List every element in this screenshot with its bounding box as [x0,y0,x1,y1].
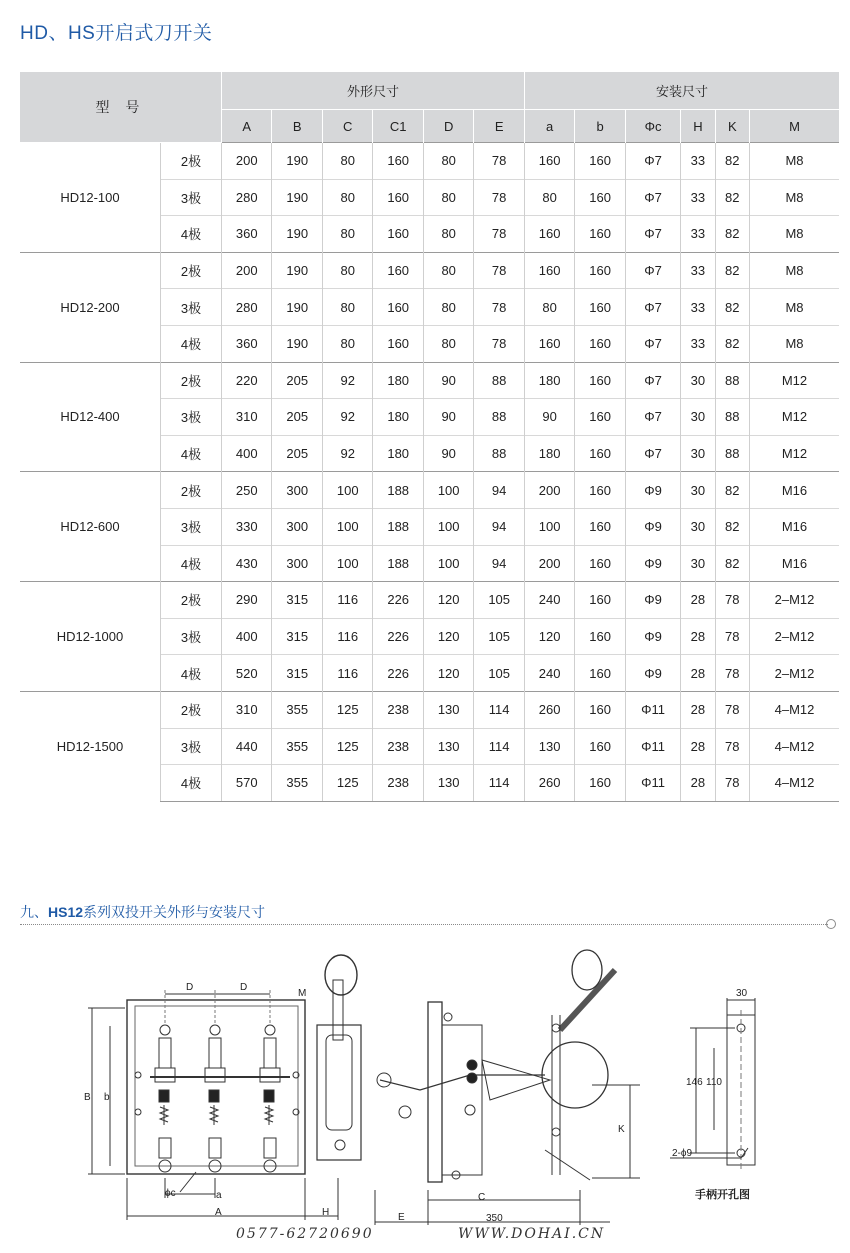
value-cell: 82 [715,545,749,582]
table-row [20,252,839,289]
value-cell: 28 [681,582,715,619]
value-cell: 520 [222,655,272,692]
value-cell: Φ9 [625,472,680,509]
value-cell: 205 [272,399,322,436]
value-cell: 78 [474,179,524,216]
pole-cell: 2极 [161,691,222,728]
value-cell: 33 [681,252,715,289]
value-cell: 190 [272,289,322,326]
value-cell: M8 [749,252,839,289]
dim-label-D-2: D [240,982,248,993]
value-cell: 160 [575,655,625,692]
value-cell: 92 [322,362,372,399]
value-cell: 78 [474,143,524,180]
hole-caption: 手柄开孔图 [695,1189,750,1201]
pole-cell: 3极 [161,618,222,655]
value-cell: 260 [524,691,574,728]
value-cell: 90 [423,399,473,436]
value-cell: Φ11 [625,765,680,802]
value-cell: 190 [272,325,322,362]
pole-cell: 3极 [161,289,222,326]
value-cell: 88 [715,399,749,436]
value-cell: 160 [524,216,574,253]
model-cell: HD12-600 [20,472,161,582]
value-cell: 88 [715,362,749,399]
section-series: HS12 [48,904,84,920]
value-cell: 100 [423,545,473,582]
value-cell: 360 [222,216,272,253]
value-cell: 80 [423,216,473,253]
value-cell: 160 [575,508,625,545]
value-cell: 280 [222,289,272,326]
value-cell: 94 [474,472,524,509]
pole-cell: 2极 [161,582,222,619]
handle-view [305,955,361,1220]
value-cell: 160 [575,179,625,216]
value-cell: 200 [222,143,272,180]
value-cell: 82 [715,216,749,253]
value-cell: 160 [575,399,625,436]
value-cell: 114 [474,728,524,765]
pole-cell: 4极 [161,545,222,582]
section-divider [20,924,828,925]
pole-cell: 3极 [161,508,222,545]
value-cell: 82 [715,289,749,326]
value-cell: Φ7 [625,362,680,399]
value-cell: 300 [272,545,322,582]
column-header: D [423,110,473,143]
column-header: a [524,110,574,143]
value-cell: 300 [272,472,322,509]
value-cell: 190 [272,216,322,253]
value-cell: 200 [524,545,574,582]
value-cell: 28 [681,691,715,728]
value-cell: 105 [474,618,524,655]
value-cell: 82 [715,325,749,362]
value-cell: M8 [749,179,839,216]
pole-cell: 2极 [161,362,222,399]
value-cell: 28 [681,618,715,655]
value-cell: 2–M12 [749,655,839,692]
value-cell: Φ7 [625,179,680,216]
site-watermark: WWW.DOHAI.CN [458,1226,606,1242]
value-cell: Φ9 [625,582,680,619]
value-cell: 100 [322,545,372,582]
value-cell: 188 [373,508,423,545]
value-cell: 200 [524,472,574,509]
value-cell: 80 [423,325,473,362]
value-cell: 30 [681,472,715,509]
value-cell: 190 [272,252,322,289]
value-cell: 226 [373,582,423,619]
value-cell: 180 [524,362,574,399]
value-cell: M8 [749,216,839,253]
install-dim-header: 安装尺寸 [524,72,839,110]
dim-label-E: E [398,1212,405,1223]
pole-cell: 2极 [161,252,222,289]
value-cell: 33 [681,325,715,362]
value-cell: 160 [575,691,625,728]
value-cell: 290 [222,582,272,619]
value-cell: 92 [322,399,372,436]
value-cell: 188 [373,472,423,509]
value-cell: 30 [681,435,715,472]
value-cell: 330 [222,508,272,545]
value-cell: 88 [474,362,524,399]
value-cell: 116 [322,655,372,692]
value-cell: M12 [749,435,839,472]
pole-cell: 3极 [161,728,222,765]
value-cell: 300 [272,508,322,545]
value-cell: 80 [524,289,574,326]
value-cell: 94 [474,508,524,545]
value-cell: 238 [373,765,423,802]
value-cell: 33 [681,143,715,180]
value-cell: 4–M12 [749,765,839,802]
section-heading [20,902,265,922]
value-cell: 80 [423,252,473,289]
value-cell: 82 [715,472,749,509]
value-cell: 82 [715,252,749,289]
value-cell: 78 [715,582,749,619]
pole-3 [260,1025,280,1172]
value-cell: 190 [272,179,322,216]
dim-label-a: a [216,1190,222,1201]
dim-label-H: H [322,1207,330,1218]
value-cell: Φ7 [625,216,680,253]
value-cell: 105 [474,582,524,619]
dim-label-b: b [104,1092,110,1103]
value-cell: 78 [715,691,749,728]
value-cell: 100 [423,508,473,545]
value-cell: 355 [272,728,322,765]
value-cell: 160 [373,252,423,289]
value-cell: 160 [575,289,625,326]
value-cell: 105 [474,655,524,692]
value-cell: 180 [524,435,574,472]
value-cell: 430 [222,545,272,582]
value-cell: 160 [575,545,625,582]
value-cell: M12 [749,362,839,399]
outer-dim-header: 外形尺寸 [222,72,525,110]
value-cell: 160 [373,143,423,180]
model-cell: HD12-200 [20,252,161,362]
dim-label-K: K [618,1124,625,1135]
model-cell: HD12-1500 [20,691,161,801]
value-cell: M8 [749,143,839,180]
pole-1 [155,1025,175,1172]
value-cell: Φ9 [625,618,680,655]
value-cell: 130 [524,728,574,765]
value-cell: 400 [222,435,272,472]
value-cell: 80 [322,216,372,253]
value-cell: 82 [715,179,749,216]
value-cell: 80 [524,179,574,216]
value-cell: 250 [222,472,272,509]
column-header: Φc [625,110,680,143]
value-cell: 160 [575,435,625,472]
section-title: 系列双投开关外形与安装尺寸 [83,904,266,920]
value-cell: 82 [715,508,749,545]
table-row [20,362,839,399]
value-cell: 226 [373,618,423,655]
value-cell: 570 [222,765,272,802]
value-cell: 78 [715,765,749,802]
pole-cell: 4极 [161,325,222,362]
model-cell: HD12-100 [20,143,161,253]
value-cell: 180 [373,399,423,436]
value-cell: 116 [322,618,372,655]
column-header: C1 [373,110,423,143]
value-cell: 205 [272,435,322,472]
value-cell: 355 [272,765,322,802]
value-cell: 80 [423,289,473,326]
value-cell: 160 [524,252,574,289]
value-cell: 100 [322,472,372,509]
value-cell: 400 [222,618,272,655]
value-cell: 160 [575,728,625,765]
value-cell: 240 [524,582,574,619]
value-cell: 114 [474,691,524,728]
value-cell: 78 [715,655,749,692]
value-cell: 238 [373,728,423,765]
value-cell: 100 [524,508,574,545]
value-cell: 160 [575,472,625,509]
table-body [20,143,839,802]
value-cell: 78 [715,728,749,765]
column-header: H [681,110,715,143]
dim-label-30: 30 [736,988,748,999]
dim-label-D-1: D [186,982,194,993]
value-cell: 80 [423,179,473,216]
value-cell: 160 [575,325,625,362]
value-cell: Φ7 [625,252,680,289]
column-header: E [474,110,524,143]
value-cell: 2–M12 [749,582,839,619]
value-cell: 160 [373,325,423,362]
table-row [20,691,839,728]
value-cell: 220 [222,362,272,399]
value-cell: Φ11 [625,728,680,765]
dim-label-110: 110 [706,1077,722,1088]
type-header: 型 号 [20,72,222,143]
pole-cell: 4极 [161,435,222,472]
pole-cell: 3极 [161,179,222,216]
value-cell: 310 [222,691,272,728]
value-cell: 28 [681,728,715,765]
value-cell: 78 [474,252,524,289]
value-cell: 90 [423,435,473,472]
spec-table [20,72,839,802]
value-cell: 88 [474,399,524,436]
value-cell: 160 [575,252,625,289]
value-cell: 100 [322,508,372,545]
value-cell: 120 [423,618,473,655]
value-cell: 355 [272,691,322,728]
value-cell: 360 [222,325,272,362]
dim-label-A: A [215,1207,222,1218]
dim-label-phi-c: ϕc [165,1188,176,1199]
table-header [20,72,839,143]
value-cell: 180 [373,435,423,472]
value-cell: 205 [272,362,322,399]
value-cell: M16 [749,472,839,509]
value-cell: M16 [749,545,839,582]
dim-label-146: 146 [686,1077,703,1088]
value-cell: 130 [423,728,473,765]
page-title: HD、HS开启式刀开关 [20,23,213,44]
value-cell: 90 [423,362,473,399]
dim-label-B: B [84,1092,91,1103]
value-cell: 2–M12 [749,618,839,655]
pole-cell: 4极 [161,655,222,692]
model-cell: HD12-1000 [20,582,161,692]
value-cell: 160 [373,179,423,216]
value-cell: M16 [749,508,839,545]
value-cell: 120 [423,655,473,692]
value-cell: 28 [681,655,715,692]
value-cell: 200 [222,252,272,289]
value-cell: 310 [222,399,272,436]
table-row [20,472,839,509]
value-cell: 440 [222,728,272,765]
value-cell: Φ9 [625,545,680,582]
value-cell: 88 [474,435,524,472]
value-cell: 160 [575,143,625,180]
value-cell: 120 [524,618,574,655]
value-cell: 160 [575,216,625,253]
value-cell: 160 [373,216,423,253]
value-cell: 315 [272,655,322,692]
value-cell: 130 [423,765,473,802]
dim-label-holes: 2-ϕ9 [672,1148,693,1159]
value-cell: 226 [373,655,423,692]
value-cell: 30 [681,508,715,545]
divider-end-circle [826,919,836,929]
dim-label-C: C [478,1192,486,1203]
value-cell: 160 [575,765,625,802]
value-cell: 125 [322,765,372,802]
value-cell: 88 [715,435,749,472]
pole-2 [205,1025,225,1172]
value-cell: 82 [715,143,749,180]
value-cell: 30 [681,362,715,399]
column-header: B [272,110,322,143]
value-cell: 180 [373,362,423,399]
side-view [375,950,640,1225]
value-cell: Φ9 [625,655,680,692]
value-cell: 160 [575,618,625,655]
value-cell: 100 [423,472,473,509]
value-cell: Φ7 [625,435,680,472]
value-cell: Φ11 [625,691,680,728]
value-cell: M8 [749,325,839,362]
value-cell: 125 [322,691,372,728]
column-header: M [749,110,839,143]
value-cell: 160 [373,289,423,326]
value-cell: 315 [272,618,322,655]
value-cell: Φ7 [625,143,680,180]
table-row [20,582,839,619]
value-cell: 30 [681,545,715,582]
dim-label-350: 350 [486,1213,503,1224]
value-cell: 33 [681,216,715,253]
column-header: C [322,110,372,143]
pole-cell: 4极 [161,765,222,802]
value-cell: 80 [322,325,372,362]
value-cell: 33 [681,289,715,326]
value-cell: 30 [681,399,715,436]
value-cell: 80 [322,143,372,180]
value-cell: 160 [524,143,574,180]
value-cell: 28 [681,765,715,802]
value-cell: 78 [474,289,524,326]
value-cell: 160 [575,362,625,399]
dim-label-M: M [298,988,307,999]
value-cell: 116 [322,582,372,619]
value-cell: 80 [322,289,372,326]
value-cell: 4–M12 [749,691,839,728]
model-cell: HD12-400 [20,362,161,472]
column-header: A [222,110,272,143]
value-cell: 80 [423,143,473,180]
front-view [88,990,305,1220]
value-cell: Φ9 [625,508,680,545]
value-cell: 160 [524,325,574,362]
value-cell: M12 [749,399,839,436]
value-cell: 90 [524,399,574,436]
value-cell: 240 [524,655,574,692]
value-cell: 92 [322,435,372,472]
value-cell: 160 [575,582,625,619]
value-cell: 120 [423,582,473,619]
pole-cell: 2极 [161,472,222,509]
pole-cell: 2极 [161,143,222,180]
section-number: 九、 [20,904,48,920]
value-cell: 280 [222,179,272,216]
value-cell: 125 [322,728,372,765]
value-cell: 114 [474,765,524,802]
value-cell: 78 [474,325,524,362]
column-header: K [715,110,749,143]
value-cell: M8 [749,289,839,326]
value-cell: 94 [474,545,524,582]
value-cell: 80 [322,252,372,289]
value-cell: 315 [272,582,322,619]
phone-watermark: 0577-62720690 [236,1226,374,1242]
table-row [20,143,839,180]
value-cell: Φ7 [625,325,680,362]
value-cell: 238 [373,691,423,728]
value-cell: 33 [681,179,715,216]
value-cell: 78 [474,216,524,253]
value-cell: 260 [524,765,574,802]
value-cell: 188 [373,545,423,582]
value-cell: 4–M12 [749,728,839,765]
value-cell: 130 [423,691,473,728]
column-header: b [575,110,625,143]
value-cell: Φ7 [625,399,680,436]
value-cell: 190 [272,143,322,180]
value-cell: 78 [715,618,749,655]
value-cell: 80 [322,179,372,216]
value-cell: Φ7 [625,289,680,326]
pole-cell: 3极 [161,399,222,436]
pole-cell: 4极 [161,216,222,253]
